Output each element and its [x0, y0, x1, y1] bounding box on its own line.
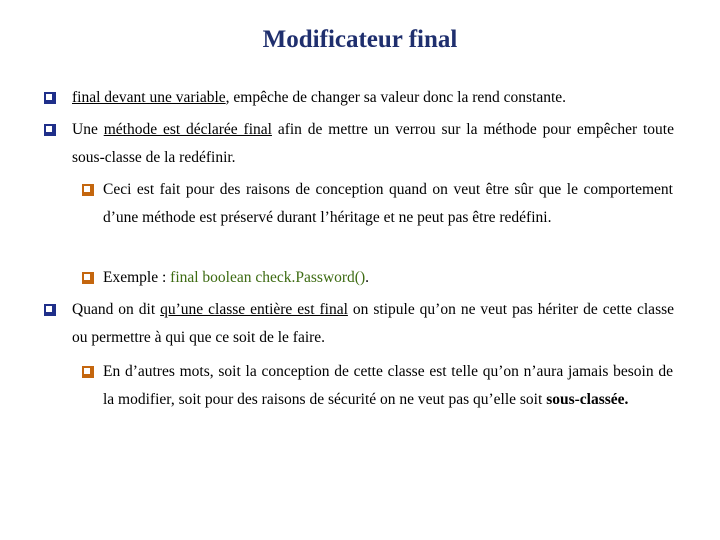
bullet-icon [44, 304, 56, 316]
text-span: Une [72, 121, 104, 138]
bullet-icon [44, 92, 56, 104]
sub-bullet-3-1-text [103, 358, 673, 414]
bullet-icon [44, 124, 56, 136]
underlined-phrase: méthode est déclarée final [103, 121, 272, 138]
text-span: Exemple : [103, 269, 171, 286]
text-span: Quand on dit [72, 301, 161, 318]
text-span: , empêche de changer sa valeur donc la rend constante. [225, 89, 567, 106]
underlined-phrase: final devant une variable [72, 89, 226, 106]
text-span: . [365, 269, 370, 286]
text-span: En d’autres mots, soit la conception de cette classe est telle qu’on n’aura jamais besoin de la modifier, soit pour des raisons de sécurité on ne veut pas qu’elle soit [103, 363, 673, 408]
text-span: afin de mettre un verrou sur la méthode pour empêcher toute sous-classe de la redéfinir. [72, 121, 674, 166]
underlined-phrase: qu’une classe entière est final [160, 301, 348, 318]
code-snippet: final boolean check.Password() [170, 269, 366, 286]
bold-phrase: sous-classée. [546, 391, 629, 408]
sub-bullet-2-1-text [103, 176, 673, 232]
sub-bullet-icon [82, 184, 94, 196]
sub-bullet-icon [82, 272, 94, 284]
sub-bullet-2-2-text [103, 264, 673, 292]
sub-bullet-icon [82, 366, 94, 378]
bullet-3-text [72, 296, 674, 352]
slide-title: Modificateur final [262, 26, 458, 53]
bullet-1-text [72, 84, 677, 112]
text-span: on stipule qu’on ne veut pas hériter de cette classe ou permettre à qui que ce soit de le faire. [72, 301, 675, 346]
bullet-2-text [72, 116, 674, 172]
text-span: Ceci est fait pour des raisons de conception quand on veut être sûr que le comportement d’une méthode est préservé durant l’héritage et ne peut pas être redéfini. [103, 181, 673, 226]
